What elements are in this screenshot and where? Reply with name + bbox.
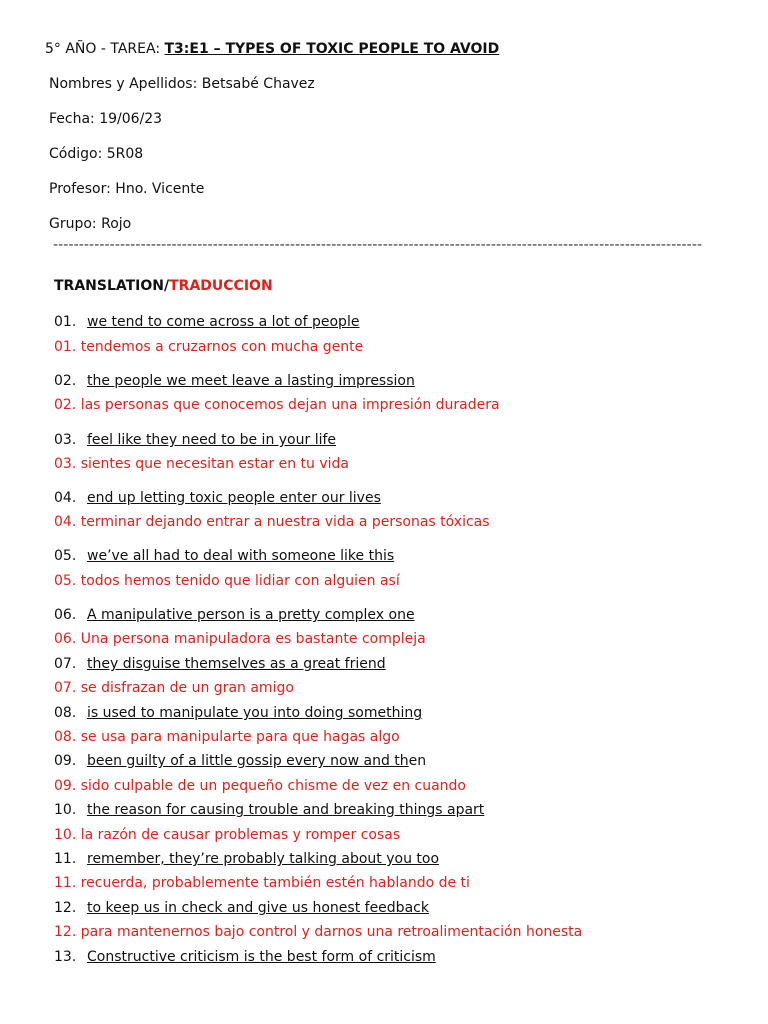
item-number: 08. <box>54 705 77 721</box>
item-number: 04. <box>54 490 77 506</box>
english-line <box>54 547 394 565</box>
date-field: Fecha: 19/06/23 <box>49 111 163 127</box>
english-text: to keep us in check and give us honest feedback <box>87 900 429 916</box>
group-field: Grupo: Rojo <box>49 216 132 232</box>
english-text: we tend to come across a lot of people <box>87 314 360 330</box>
spanish-line: 07. se disfrazan de un gran amigo <box>54 680 294 696</box>
english-line <box>54 655 386 673</box>
english-text-tail: en <box>408 753 427 769</box>
english-text: we’ve all had to deal with someone like this <box>87 548 395 564</box>
english-line <box>54 431 336 449</box>
heading-spanish: TRADUCCION <box>169 278 273 294</box>
english-text: is used to manipulate you into doing something <box>87 705 423 721</box>
english-line <box>54 489 381 507</box>
item-number: 12. <box>54 900 77 916</box>
code-field: Código: 5R08 <box>49 146 144 162</box>
english-text: end up letting toxic people enter our lives <box>87 490 381 506</box>
item-number: 10. <box>54 802 77 818</box>
spanish-line: 09. sido culpable de un pequeño chisme de vez en cuando <box>54 778 466 794</box>
spanish-line: 06. Una persona manipuladora es bastante compleja <box>54 631 426 647</box>
english-line <box>54 850 439 868</box>
item-number: 13. <box>54 949 77 965</box>
english-text: A manipulative person is a pretty complex one <box>87 607 415 623</box>
spanish-line: 05. todos hemos tenido que lidiar con alguien así <box>54 573 400 589</box>
english-line <box>54 606 415 624</box>
item-number: 03. <box>54 432 77 448</box>
spanish-line: 01. tendemos a cruzarnos con mucha gente <box>54 339 364 355</box>
item-number: 02. <box>54 373 77 389</box>
assignment-topic: T3:E1 – TYPES OF TOXIC PEOPLE TO AVOID <box>164 41 500 57</box>
item-number: 05. <box>54 548 77 564</box>
spanish-line: 03. sientes que necesitan estar en tu vida <box>54 456 349 472</box>
heading-english: TRANSLATION/ <box>54 278 170 294</box>
english-text: the people we meet leave a lasting impression <box>87 373 415 389</box>
section-heading <box>54 277 273 295</box>
item-number: 11. <box>54 851 77 867</box>
dashed-divider: ------------------------------------------------------------------------------------------------------------------------------ <box>53 237 703 253</box>
item-number: 07. <box>54 656 77 672</box>
item-number: 01. <box>54 314 77 330</box>
english-line <box>54 899 429 917</box>
teacher-field: Profesor: Hno. Vicente <box>49 181 205 197</box>
english-text: the reason for causing trouble and breaking things apart <box>87 802 485 818</box>
english-text: been guilty of a little gossip every now and th <box>87 753 409 769</box>
item-number: 09. <box>54 753 77 769</box>
english-text: feel like they need to be in your life <box>87 432 337 448</box>
spanish-line: 04. terminar dejando entrar a nuestra vida a personas tóxicas <box>54 514 490 530</box>
assignment-title <box>45 40 499 58</box>
student-name: Nombres y Apellidos: Betsabé Chavez <box>49 76 315 92</box>
english-line <box>54 313 359 331</box>
spanish-line: 08. se usa para manipularte para que hagas algo <box>54 729 400 745</box>
english-line <box>54 372 415 390</box>
spanish-line: 12. para mantenernos bajo control y darnos una retroalimentación honesta <box>54 924 583 940</box>
spanish-line: 02. las personas que conocemos dejan una impresión duradera <box>54 397 500 413</box>
english-text: they disguise themselves as a great friend <box>87 656 386 672</box>
item-number: 06. <box>54 607 77 623</box>
english-text: remember, they’re probably talking about you too <box>87 851 440 867</box>
english-line <box>54 752 426 770</box>
english-line <box>54 948 436 966</box>
spanish-line: 11. recuerda, probablemente también estén hablando de ti <box>54 875 470 891</box>
english-line <box>54 704 422 722</box>
english-text: Constructive criticism is the best form of criticism <box>87 949 436 965</box>
assignment-prefix: 5° AÑO - TAREA: <box>45 41 165 57</box>
english-line <box>54 801 484 819</box>
spanish-line: 10. la razón de causar problemas y romper cosas <box>54 827 401 843</box>
